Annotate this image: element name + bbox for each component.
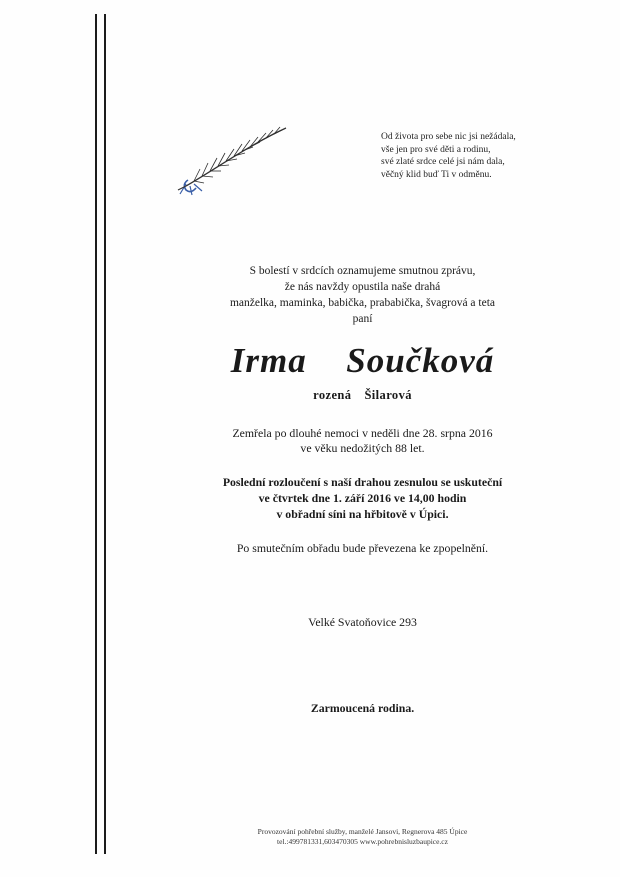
funeral-service-footer [105, 827, 620, 847]
footer-line: Provozování pohřební služby, manželé Jansovi, Regnerova 485 Úpice [257, 827, 468, 836]
poem-line: vše jen pro své děti a rodinu, [381, 144, 491, 155]
cremation-note: Po smutečním obřadu bude převezena ke zpopelnění. [236, 541, 489, 555]
intro-line: manželka, maminka, babička, prababička, švagrová a teta [229, 297, 496, 309]
farewell-line: Poslední rozloučení s naší drahou zesnulou se uskuteční [222, 475, 503, 489]
poem-line: věčný klid buď Ti v odměnu. [381, 169, 492, 180]
farewell-line: v obřadní síni na hřbitově v Úpici. [276, 507, 449, 521]
poem-line: Od života pro sebe nic jsi nežádala, [381, 132, 516, 142]
death-line: ve věku nedožitých 88 let. [300, 441, 425, 455]
deceased-name: Irma Součková [230, 341, 495, 380]
family-signature: Zarmoucená rodina. [310, 701, 415, 715]
maiden-name: rozená Šilarová [313, 388, 412, 402]
death-notice [105, 426, 620, 456]
poem-line: své zlaté srdce celé jsi nám dala, [381, 157, 505, 167]
family-address: Velké Svatoňovice 293 [308, 615, 417, 629]
announcement-intro [105, 263, 620, 327]
intro-line: že nás navždy opustila naše drahá [284, 281, 441, 293]
palm-branch-icon [174, 120, 294, 200]
farewell-line: ve čtvrtek dne 1. září 2016 ve 14,00 hodin [258, 491, 467, 505]
funeral-details [105, 474, 620, 522]
footer-line: tel.:499781331,603470305 www.pohrebnisluzbaupice.cz [277, 837, 448, 846]
left-border-rule [95, 14, 97, 854]
intro-line: S bolestí v srdcích oznamujeme smutnou zprávu, [249, 265, 476, 277]
intro-line: paní [352, 313, 373, 325]
death-line: Zemřela po dlouhé nemoci v neděli dne 28. srpna 2016 [232, 426, 493, 440]
memorial-poem [381, 131, 601, 181]
